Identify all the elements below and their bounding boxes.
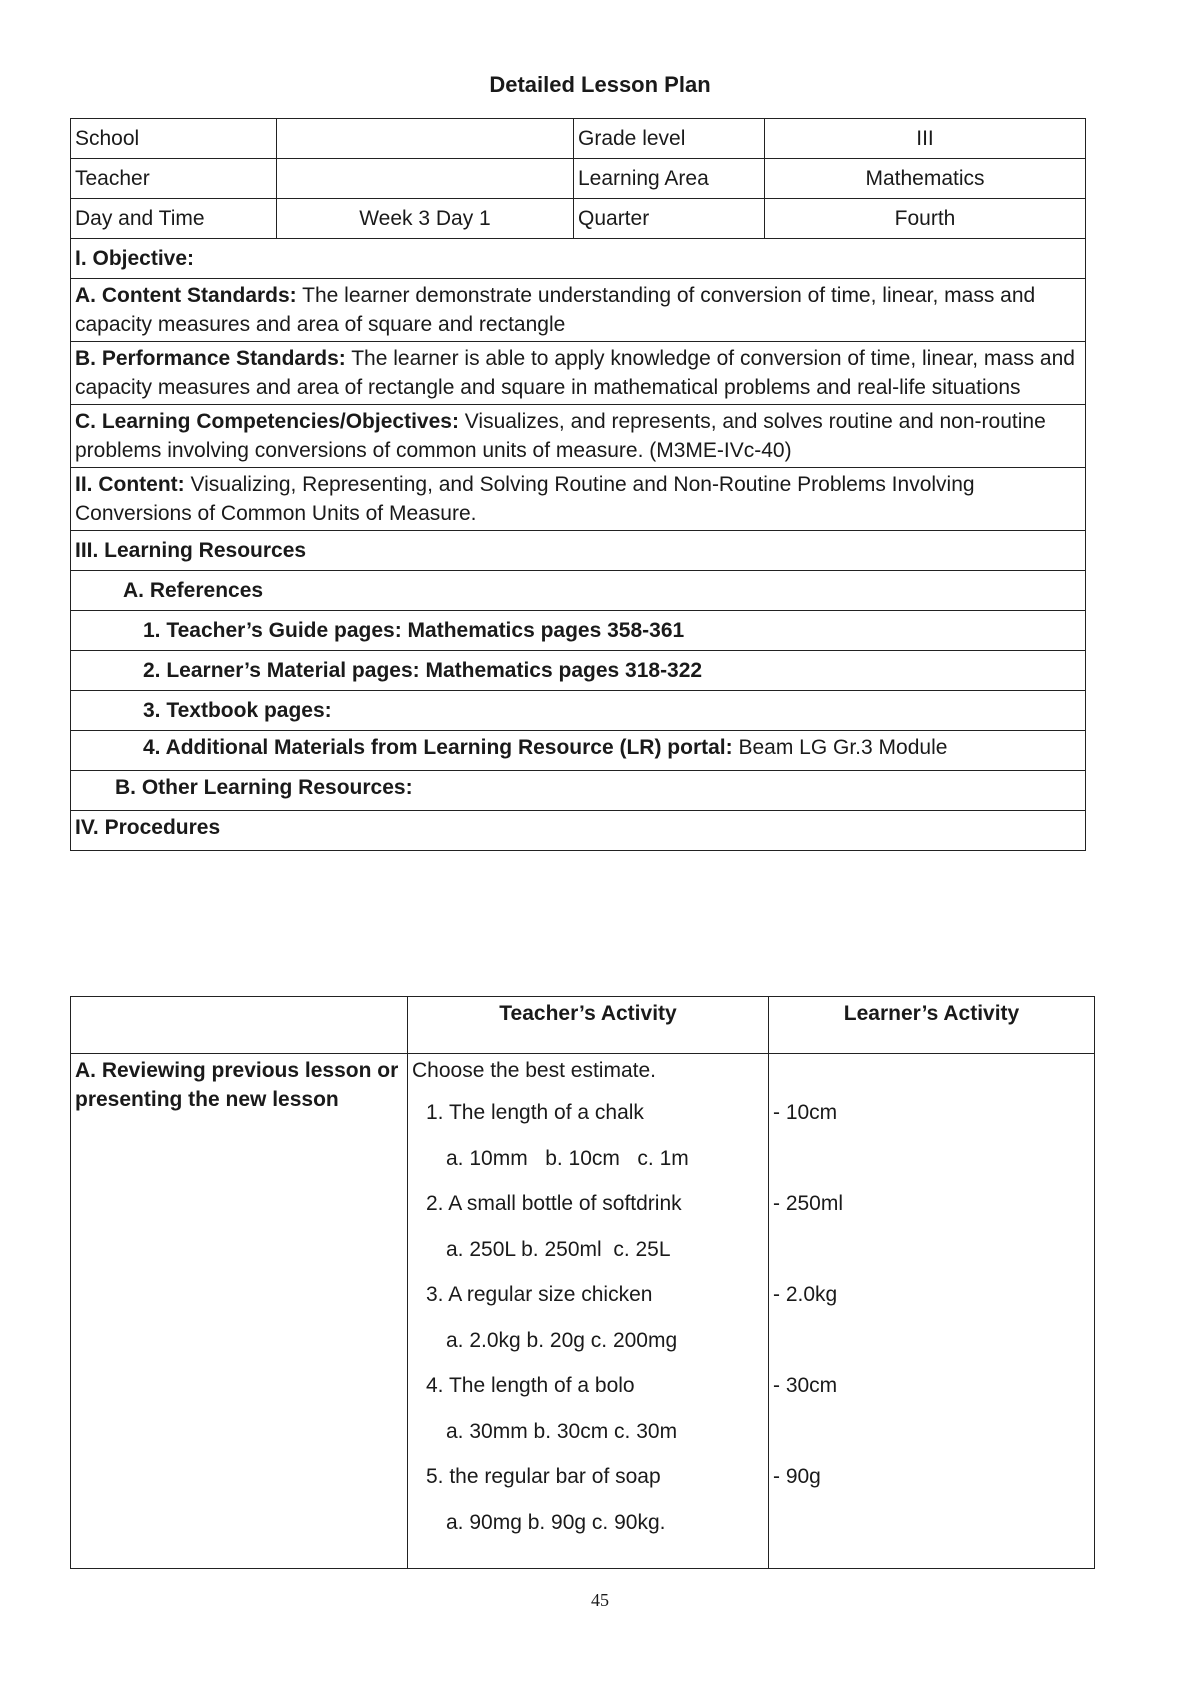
question-4: 4. The length of a bolo: [426, 1374, 635, 1397]
lr-portal-label: 4. Additional Materials from Learning Resource (LR) portal:: [143, 736, 733, 759]
procedures-header-blank: [71, 997, 408, 1054]
teachers-guide-row: [71, 611, 1086, 651]
content-label: II. Content:: [75, 473, 185, 496]
performance-standards-cell: [71, 342, 1086, 405]
content-standards-row: [71, 279, 1086, 342]
content-text: Visualizing, Representing, and Solving Routine and Non-Routine Problems Involving Conversions of Common Units of Measure.: [75, 473, 975, 525]
resources-heading-row: [71, 531, 1086, 571]
school-value: [277, 119, 574, 159]
question-2: 2. A small bottle of softdrink: [426, 1192, 682, 1215]
choices-5: a. 90mg b. 90g c. 90kg.: [446, 1510, 666, 1534]
choices-4: a. 30mm b. 30cm c. 30m: [446, 1419, 678, 1443]
performance-standards-row: [71, 342, 1086, 405]
quarter-label: Quarter: [574, 199, 765, 239]
content-standards-text: The learner demonstrate understanding of conversion of time, linear, mass and capacity measures and area of square and rectangle: [75, 284, 1036, 336]
review-step-label: A. Reviewing previous lesson or presenting the new lesson: [71, 1054, 408, 1569]
choices-2: a. 250L b. 250ml c. 25L: [446, 1237, 671, 1261]
school-label: School: [71, 119, 277, 159]
grade-label: Grade level: [574, 119, 765, 159]
activity-instruction: Choose the best estimate.: [412, 1059, 656, 1082]
answer-spacer-2: [773, 1227, 1090, 1273]
other-resources-row: [71, 771, 1086, 811]
teacher-value: [277, 159, 574, 199]
textbook-pages: 3. Textbook pages:: [71, 691, 1086, 731]
procedures-heading: IV. Procedures: [71, 811, 1086, 851]
teacher-label: Teacher: [71, 159, 277, 199]
question-3: 3. A regular size chicken: [426, 1283, 653, 1306]
quarter-value: Fourth: [765, 199, 1086, 239]
teacher-row: [71, 159, 1086, 199]
answer-spacer-4: [773, 1409, 1090, 1455]
learner-spacer: [773, 1056, 1090, 1086]
teacher-activity-cell: [408, 1054, 769, 1569]
learners-material-row: [71, 651, 1086, 691]
lr-portal-cell: [71, 731, 1086, 771]
area-value: Mathematics: [765, 159, 1086, 199]
day-label: Day and Time: [71, 199, 277, 239]
resources-heading: III. Learning Resources: [71, 531, 1086, 571]
objective-heading-row: [71, 239, 1086, 279]
objective-heading: I. Objective:: [71, 239, 1086, 279]
grade-value: III: [765, 119, 1086, 159]
choices-1: a. 10mm b. 10cm c. 1m: [446, 1146, 689, 1170]
textbook-row: [71, 691, 1086, 731]
other-resources-heading: B. Other Learning Resources:: [71, 771, 1086, 811]
question-5: 5. the regular bar of soap: [426, 1465, 661, 1488]
school-row: [71, 119, 1086, 159]
procedures-table: [70, 996, 1095, 1569]
page-title: Detailed Lesson Plan: [489, 72, 711, 97]
lr-portal-text: Beam LG Gr.3 Module: [732, 736, 948, 759]
page-number: 45: [591, 1590, 609, 1610]
competencies-row: [71, 405, 1086, 468]
area-label: Learning Area: [574, 159, 765, 199]
competencies-cell: [71, 405, 1086, 468]
choices-3: a. 2.0kg b. 20g c. 200mg: [446, 1328, 678, 1352]
content-row: [71, 468, 1086, 531]
answer-1: - 10cm: [773, 1101, 838, 1124]
day-row: [71, 199, 1086, 239]
procedures-heading-row: [71, 811, 1086, 851]
competencies-text: Visualizes, and represents, and solves routine and non-routine problems involving conversions of common units of measure. (M3ME-IVc-40): [75, 410, 1046, 462]
learners-material-pages: 2. Learner’s Material pages: Mathematics pages 318-322: [71, 651, 1086, 691]
performance-standards-label: B. Performance Standards:: [75, 347, 346, 370]
review-row: [71, 1054, 1095, 1569]
content-standards-cell: [71, 279, 1086, 342]
question-1: 1. The length of a chalk: [426, 1101, 644, 1124]
performance-standards-text: The learner is able to apply knowledge of conversion of time, linear, mass and capacity measures and area of rectangle and square in mathematical problems and real-life situations: [75, 347, 1075, 399]
day-value: Week 3 Day 1: [277, 199, 574, 239]
answer-spacer-1: [773, 1136, 1090, 1182]
teachers-guide-pages: 1. Teacher’s Guide pages: Mathematics pages 358-361: [71, 611, 1086, 651]
answer-5: - 90g: [773, 1465, 821, 1488]
answer-spacer-3: [773, 1318, 1090, 1364]
references-row: [71, 571, 1086, 611]
content-cell: [71, 468, 1086, 531]
teacher-activity-header: Teacher’s Activity: [408, 997, 769, 1054]
competencies-label: C. Learning Competencies/Objectives:: [75, 410, 459, 433]
answer-3: - 2.0kg: [773, 1283, 838, 1306]
content-standards-label: A. Content Standards:: [75, 284, 297, 307]
learner-activity-cell: [769, 1054, 1095, 1569]
procedures-header-row: [71, 997, 1095, 1054]
learner-activity-header: Learner’s Activity: [769, 997, 1095, 1054]
references-heading: A. References: [71, 571, 1086, 611]
answer-2: - 250ml: [773, 1192, 844, 1215]
answer-4: - 30cm: [773, 1374, 838, 1397]
lesson-plan-table: [70, 118, 1086, 851]
lr-portal-row: [71, 731, 1086, 771]
